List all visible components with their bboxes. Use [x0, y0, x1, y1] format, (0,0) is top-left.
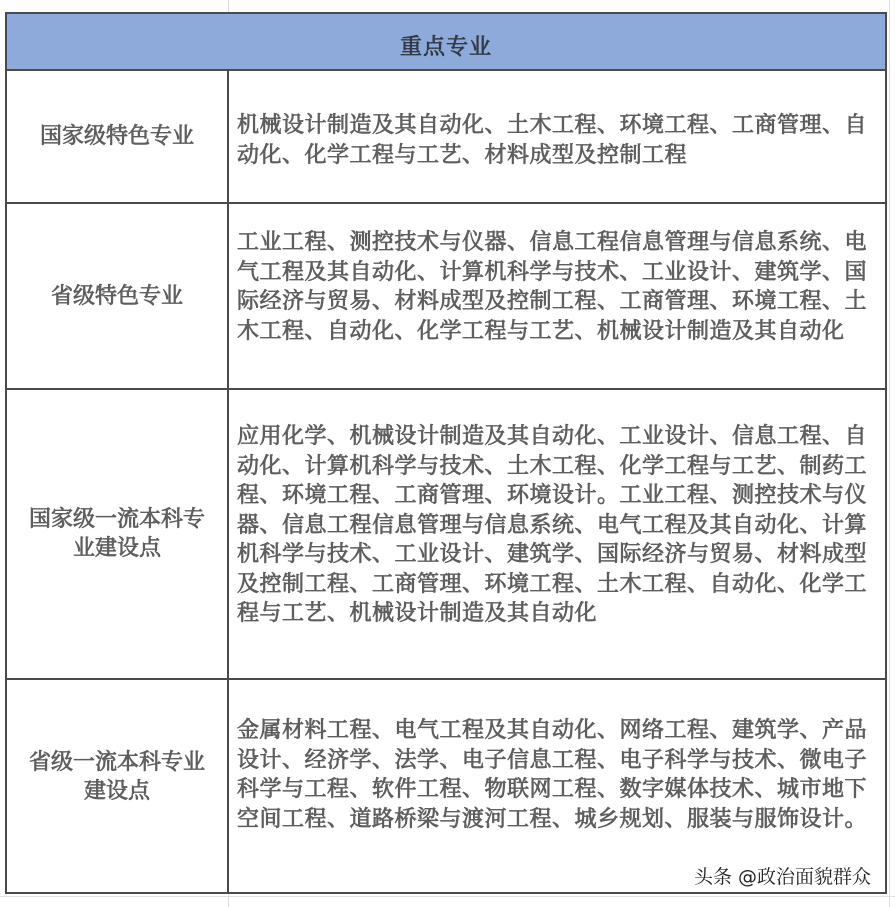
majors-cell: 应用化学、机械设计制造及其自动化、工业设计、信息工程、自动化、计算机科学与技术、土木工程、化学工程与工艺、制药工程、环境工程、工商管理、环境设计。工业工程、测控技术与仪器、信息工程信息管理与信息系统、电气工程及其自动化、计算机科学与技术、工业设计、建筑学、国际经济与贸易、材料成型及控制工程、工商管理、环境工程、土木工程、自动化、化学工程与工艺、机械设计制造及其自动化 — [237, 424, 868, 626]
majors-cell: 机械设计制造及其自动化、土木工程、环境工程、工商管理、自动化、化学工程与工艺、材料成型及控制工程 — [237, 113, 868, 168]
table-row-provincial-first-class — [7, 680, 885, 892]
sheet-gridline — [889, 0, 890, 907]
category-cell: 省级特色专业 — [7, 204, 229, 388]
table-row-national-first-class — [7, 390, 885, 680]
watermark-text: 头条 @政治面貌群众 — [692, 862, 873, 889]
table-header — [7, 14, 885, 71]
category-cell: 省级一流本科专业建设点 — [7, 680, 229, 892]
category-cell: 国家级一流本科专业建设点 — [7, 390, 229, 678]
key-majors-table — [5, 12, 887, 894]
majors-cell: 工业工程、测控技术与仪器、信息工程信息管理与信息系统、电气工程及其自动化、计算机科学与技术、工业设计、建筑学、国际经济与贸易、材料成型及控制工程、工商管理、环境工程、土木工程、自动化、化学工程与工艺、机械设计制造及其自动化 — [237, 230, 868, 344]
majors-cell: 金属材料工程、电气工程及其自动化、网络工程、建筑学、产品设计、经济学、法学、电子信息工程、电子科学与技术、微电子科学与工程、软件工程、物联网工程、数字媒体技术、城市地下空间工程、道路桥梁与渡河工程、城乡规划、服装与服饰设计。 — [237, 718, 868, 832]
table-row-national-featured — [7, 71, 885, 204]
sheet-gridline — [0, 896, 895, 897]
category-cell: 国家级特色专业 — [7, 71, 229, 202]
table-title: 重点专业 — [399, 35, 492, 60]
table-row-provincial-featured — [7, 204, 885, 390]
